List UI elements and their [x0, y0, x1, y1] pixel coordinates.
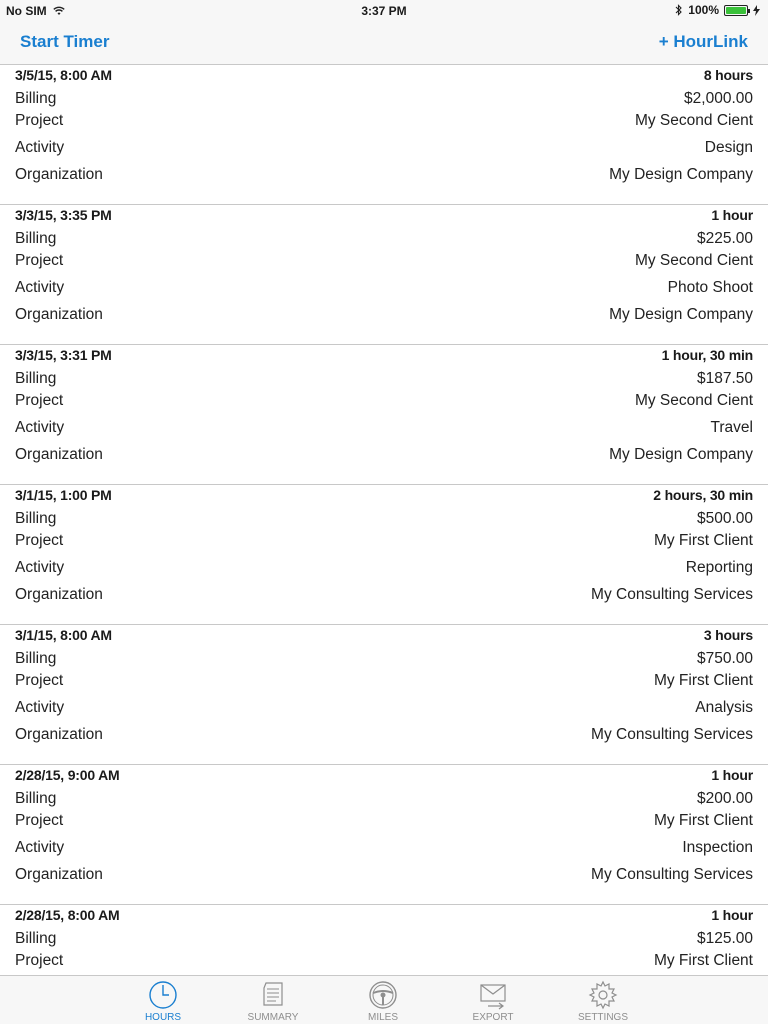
entry-duration: 2 hours, 30 min: [653, 487, 753, 503]
entry-row-billing: [0, 85, 768, 107]
row-value: My First Client: [653, 952, 753, 969]
row-label: Billing: [15, 790, 57, 807]
envelope-icon: [478, 980, 508, 1010]
entry-row-organization: [0, 301, 768, 328]
entry-row-billing: [0, 505, 768, 527]
status-right: [675, 3, 760, 17]
entry-row-organization: [0, 441, 768, 468]
battery-percent: 100%: [688, 3, 719, 17]
document-icon: [258, 980, 288, 1010]
tab-summary[interactable]: [233, 980, 313, 1023]
entry-datetime: 2/28/15, 9:00 AM: [15, 767, 120, 783]
hours-entry[interactable]: [0, 625, 768, 765]
tab-miles[interactable]: [343, 980, 423, 1023]
entry-header: [0, 625, 768, 645]
entry-duration: 1 hour: [711, 207, 753, 223]
entry-row-billing: [0, 365, 768, 387]
row-label: Organization: [15, 866, 103, 883]
row-value: My First Client: [653, 532, 753, 549]
row-label: Activity: [15, 139, 65, 156]
entry-row-organization: [0, 861, 768, 888]
hours-entry[interactable]: [0, 345, 768, 485]
entry-row-activity: [0, 414, 768, 441]
row-label: Billing: [15, 90, 57, 107]
row-label: Project: [15, 252, 64, 269]
tab-hours[interactable]: [123, 980, 203, 1023]
entry-duration: 8 hours: [703, 67, 753, 83]
entry-row-project: [0, 107, 768, 134]
hours-entry[interactable]: [0, 485, 768, 625]
entry-row-billing: [0, 785, 768, 807]
entry-datetime: 3/1/15, 1:00 PM: [15, 487, 112, 503]
row-label: Project: [15, 952, 64, 969]
row-value: My First Client: [653, 672, 753, 689]
entry-row-project: [0, 947, 768, 974]
row-value: My Second Cient: [634, 252, 753, 269]
row-label: Project: [15, 112, 64, 129]
row-label: Activity: [15, 559, 65, 576]
entry-row-project: [0, 387, 768, 414]
entry-header: [0, 65, 768, 85]
tab-settings[interactable]: [563, 980, 643, 1023]
tab-label: EXPORT: [472, 1012, 514, 1023]
row-label: Organization: [15, 166, 103, 183]
entry-datetime: 3/1/15, 8:00 AM: [15, 627, 112, 643]
entry-datetime: 3/3/15, 3:31 PM: [15, 347, 112, 363]
hours-entry[interactable]: [0, 905, 768, 975]
row-value: My Consulting Services: [591, 866, 753, 883]
navigation-bar: [0, 20, 768, 65]
row-label: Project: [15, 672, 64, 689]
charging-icon: [753, 5, 760, 16]
hourlink-button[interactable]: + HourLink: [658, 32, 748, 51]
gear-icon: [588, 980, 618, 1010]
row-value: Travel: [710, 419, 753, 436]
row-value: $187.50: [696, 370, 753, 387]
row-label: Organization: [15, 446, 103, 463]
entry-row-billing: [0, 645, 768, 667]
entry-row-billing: [0, 225, 768, 247]
tab-label: SUMMARY: [247, 1012, 299, 1023]
row-value: $750.00: [696, 650, 753, 667]
tab-label: HOURS: [144, 1012, 182, 1023]
entry-header: [0, 905, 768, 925]
tab-bar: [0, 975, 768, 1024]
row-label: Project: [15, 532, 64, 549]
battery-icon: [724, 5, 748, 16]
entry-header: [0, 765, 768, 785]
hours-entry[interactable]: [0, 65, 768, 205]
row-label: Billing: [15, 510, 57, 527]
row-label: Billing: [15, 930, 57, 947]
row-label: Organization: [15, 586, 103, 603]
hours-list[interactable]: [0, 65, 768, 975]
row-value: Reporting: [685, 559, 753, 576]
entry-header: [0, 485, 768, 505]
row-value: My Design Company: [609, 166, 753, 183]
row-label: Activity: [15, 419, 65, 436]
entry-duration: 1 hour: [711, 767, 753, 783]
entry-row-organization: [0, 161, 768, 188]
row-label: Activity: [15, 279, 65, 296]
steering-wheel-icon: [368, 980, 398, 1010]
row-value: $225.00: [696, 230, 753, 247]
row-value: $200.00: [696, 790, 753, 807]
entry-duration: 1 hour: [711, 907, 753, 923]
entry-row-project: [0, 527, 768, 554]
entry-row-billing: [0, 925, 768, 947]
entry-datetime: 3/3/15, 3:35 PM: [15, 207, 112, 223]
row-value: Photo Shoot: [667, 279, 753, 296]
tab-export[interactable]: [453, 980, 533, 1023]
entry-row-activity: [0, 554, 768, 581]
entry-row-project: [0, 667, 768, 694]
bluetooth-icon: [675, 4, 683, 16]
hours-entry[interactable]: [0, 765, 768, 905]
row-label: Organization: [15, 726, 103, 743]
entry-header: [0, 205, 768, 225]
entry-row-project: [0, 807, 768, 834]
entry-datetime: 3/5/15, 8:00 AM: [15, 67, 112, 83]
row-value: Design: [704, 139, 753, 156]
status-time: 3:37 PM: [361, 4, 407, 18]
entry-row-organization: [0, 581, 768, 608]
row-value: Analysis: [695, 699, 753, 716]
row-value: My Design Company: [609, 446, 753, 463]
tab-label: SETTINGS: [577, 1012, 628, 1023]
start-timer-button[interactable]: Start Timer: [20, 32, 110, 51]
entry-row-activity: [0, 834, 768, 861]
row-label: Activity: [15, 839, 65, 856]
entry-header: [0, 345, 768, 365]
tab-label: MILES: [367, 1012, 398, 1023]
row-value: My Consulting Services: [591, 726, 753, 743]
entry-row-activity: [0, 134, 768, 161]
row-label: Billing: [15, 650, 57, 667]
row-value: My Consulting Services: [591, 586, 753, 603]
row-label: Organization: [15, 306, 103, 323]
entry-row-organization: [0, 721, 768, 748]
row-value: My Design Company: [609, 306, 753, 323]
row-label: Project: [15, 812, 64, 829]
status-bar: [0, 0, 768, 20]
row-value: $500.00: [696, 510, 753, 527]
row-label: Billing: [15, 230, 57, 247]
clock-icon: [148, 980, 178, 1010]
row-value: My Second Cient: [634, 392, 753, 409]
row-value: $125.00: [696, 930, 753, 947]
entry-row-activity: [0, 694, 768, 721]
entry-row-activity: [0, 274, 768, 301]
entry-duration: 3 hours: [703, 627, 753, 643]
row-value: Inspection: [682, 839, 753, 856]
row-label: Billing: [15, 370, 57, 387]
row-value: My First Client: [653, 812, 753, 829]
hours-entry[interactable]: [0, 205, 768, 345]
row-label: Activity: [15, 699, 65, 716]
entry-duration: 1 hour, 30 min: [661, 347, 753, 363]
row-label: Project: [15, 392, 64, 409]
entry-datetime: 2/28/15, 8:00 AM: [15, 907, 120, 923]
carrier-label: No SIM: [6, 4, 47, 18]
row-value: $2,000.00: [684, 90, 753, 107]
entry-row-project: [0, 247, 768, 274]
row-value: My Second Cient: [634, 112, 753, 129]
